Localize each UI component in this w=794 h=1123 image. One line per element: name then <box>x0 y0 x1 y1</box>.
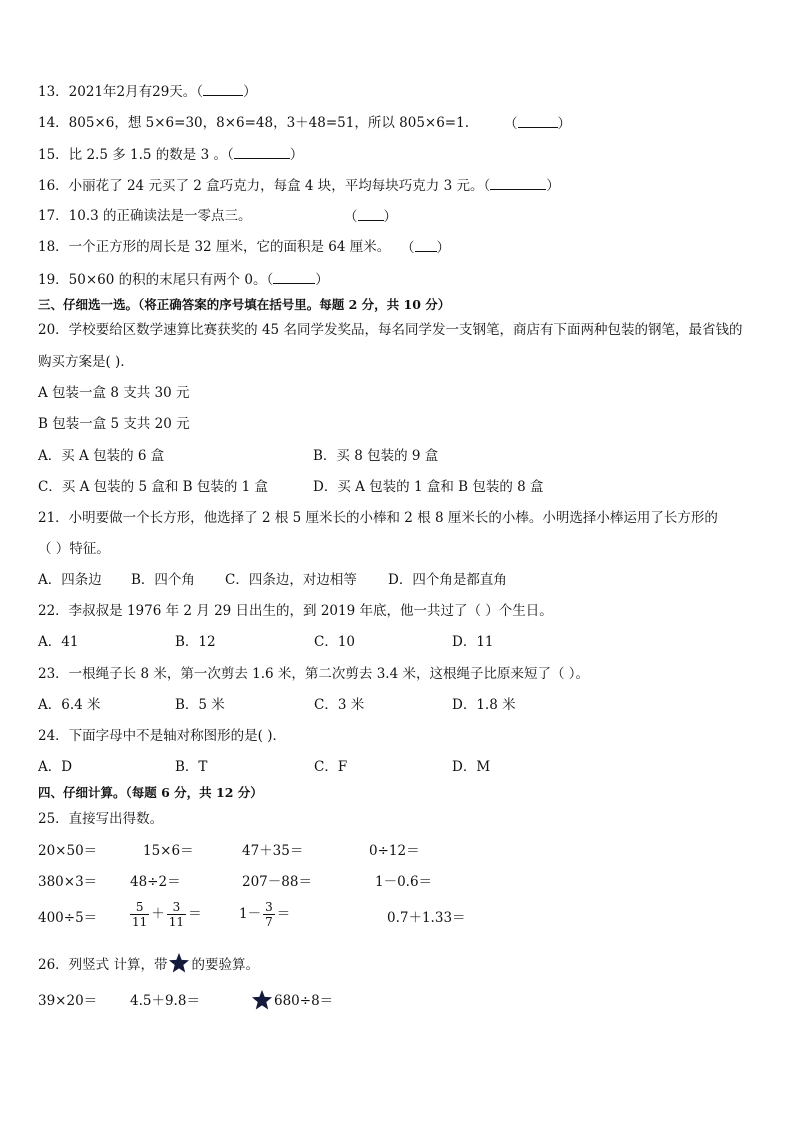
option-c[interactable]: C．F <box>314 759 348 775</box>
expr: 680÷8＝ <box>274 993 334 1009</box>
question-17-answer <box>344 208 397 225</box>
option-b[interactable]: B．5 米 <box>175 697 225 713</box>
question-19 <box>38 271 329 288</box>
option-a[interactable]: A．41 <box>38 634 79 650</box>
answer-blank[interactable] <box>234 146 290 159</box>
question-25-title: 25．直接写出得数。 <box>38 811 164 827</box>
paren-close: ） <box>289 147 304 163</box>
star-icon <box>251 989 273 1015</box>
starred-expr <box>250 989 333 1015</box>
fraction <box>130 900 149 929</box>
equals-sign: ＝ <box>188 906 202 922</box>
numerator: 3 <box>265 900 273 914</box>
fraction <box>263 900 275 929</box>
question-16 <box>38 177 560 194</box>
paren-close: ） <box>546 178 560 194</box>
denominator: 7 <box>265 915 273 929</box>
answer-blank[interactable] <box>490 177 546 190</box>
paren-open: （ <box>504 116 518 132</box>
numerator: 5 <box>135 900 144 914</box>
paren-close: ） <box>557 116 571 132</box>
answer-blank[interactable] <box>415 239 437 252</box>
denominator: 11 <box>132 915 148 929</box>
option-b[interactable]: B．T <box>175 759 208 775</box>
option-d[interactable]: D．四个角是都直角 <box>388 572 507 588</box>
question-20-info-a: A 包装一盒 8 支共 30 元 <box>38 385 190 401</box>
section-4-title: 四、仔细计算。（每题 6 分，共 12 分） <box>38 785 263 800</box>
expr: 4.5＋9.8＝ <box>130 993 200 1009</box>
option-b[interactable]: B．12 <box>175 634 216 650</box>
expr: 15×6＝ <box>143 843 194 859</box>
question-26-text: 26．列竖式 计算，带 <box>38 957 168 973</box>
star-icon <box>168 952 190 978</box>
paren-close: ） <box>315 272 329 288</box>
question-24: 24．下面字母中不是轴对称图形的是( )． <box>38 728 287 744</box>
question-17-text: 17．10.3 的正确读法是一零点三。 <box>38 208 252 224</box>
section-3-title: 三、仔细选一选。（将正确答案的序号填在括号里。每题 2 分，共 10 分） <box>38 297 451 312</box>
option-c[interactable]: C．买 A 包装的 5 盒和 B 包装的 1 盒 <box>38 479 269 495</box>
option-b[interactable]: B．四个角 <box>131 572 195 588</box>
option-c[interactable]: C．四条边，对边相等 <box>225 572 357 588</box>
option-b[interactable]: B．买 8 包装的 9 盒 <box>313 448 439 464</box>
equals-sign: ＝ <box>276 906 291 922</box>
answer-blank[interactable] <box>518 115 558 128</box>
question-16-text: 16．小丽花了 24 元买了 2 盒巧克力，每盒 4 块，平均每块巧克力 3 元。（ <box>38 178 491 194</box>
option-d[interactable]: D．M <box>452 759 491 775</box>
paren-close: ） <box>436 240 450 256</box>
expr: 400÷5＝ <box>38 910 98 926</box>
expr: 47＋35＝ <box>242 843 304 859</box>
option-a[interactable]: A．6.4 米 <box>38 697 101 713</box>
question-21-line-2: （ ）特征。 <box>38 541 110 557</box>
answer-blank[interactable] <box>273 271 315 284</box>
question-22: 22．李叔叔是 1976 年 2 月 29 日出生的，到 2019 年底，他一共过了（ ）个生日。 <box>38 603 553 619</box>
option-a[interactable]: A．D <box>38 759 73 775</box>
answer-blank[interactable] <box>203 83 243 96</box>
option-d[interactable]: D．1.8 米 <box>452 697 516 713</box>
denominator: 11 <box>168 915 185 929</box>
question-14-answer <box>504 115 571 132</box>
option-c[interactable]: C．10 <box>314 634 356 650</box>
paren-close: ） <box>243 84 257 100</box>
question-26-text-end: 的要验算。 <box>191 957 259 973</box>
option-a[interactable]: A．买 A 包装的 6 盒 <box>38 448 165 464</box>
question-20-line-2: 购买方案是( )． <box>38 354 134 370</box>
question-26-title <box>38 952 259 978</box>
question-15-text: 15．比 2.5 多 1.5 的数是 3 。（ <box>38 147 234 163</box>
expr: 0.7＋1.33＝ <box>387 910 466 926</box>
question-18-answer <box>401 239 450 256</box>
question-14-text: 14．805×6，想 5×6=30，8×6=48，3＋48=51，所以 805×6=1. <box>38 115 470 131</box>
option-a[interactable]: A．四条边 <box>38 572 102 588</box>
expr: 20×50＝ <box>38 843 98 859</box>
question-15 <box>38 146 303 163</box>
question-13-text: 13．2021年2月有29天。（ <box>38 84 204 100</box>
fraction-expr <box>239 900 290 929</box>
fraction <box>167 900 186 929</box>
question-17 <box>38 208 397 225</box>
expr: 39×20＝ <box>38 993 98 1009</box>
expr: 380×3＝ <box>38 874 98 890</box>
question-14 <box>38 115 571 132</box>
expr: 48÷2＝ <box>130 874 181 890</box>
answer-blank[interactable] <box>358 208 384 221</box>
numerator: 3 <box>172 900 181 914</box>
fraction-expr <box>128 900 202 929</box>
question-18-text: 18．一个正方形的周长是 32 厘米，它的面积是 64 厘米。 <box>38 239 391 255</box>
plus-sign: ＋ <box>151 906 165 922</box>
option-d[interactable]: D．11 <box>452 634 494 650</box>
question-21-line-1: 21．小明要做一个长方形，他选择了 2 根 5 厘米长的小棒和 2 根 8 厘米长的小棒。小明选择小棒运用了长方形的 <box>38 510 718 526</box>
question-18 <box>38 239 450 256</box>
question-13 <box>38 83 257 100</box>
paren-open: （ <box>401 240 415 256</box>
paren-close: ） <box>383 209 397 225</box>
question-20-info-b: B 包装一盒 5 支共 20 元 <box>38 416 190 432</box>
expr: 0÷12＝ <box>369 843 420 859</box>
expr: 207－88＝ <box>242 874 312 890</box>
question-19-text: 19．50×60 的积的末尾只有两个 0。（ <box>38 272 274 288</box>
question-23: 23．一根绳子长 8 米，第一次剪去 1.6 米，第二次剪去 3.4 米，这根绳子比原来短了（ ）。 <box>38 666 589 682</box>
paren-open: （ <box>344 209 358 225</box>
expr: 1－0.6＝ <box>375 874 433 890</box>
option-c[interactable]: C．3 米 <box>314 697 365 713</box>
question-20-line-1: 20．学校要给区数学速算比赛获奖的 45 名同学发奖品，每名同学发一支钢笔，商店有下面两种包装的钢笔，最省钱的 <box>38 322 743 338</box>
minuend: 1－ <box>239 906 262 922</box>
option-d[interactable]: D．买 A 包装的 1 盒和 B 包装的 8 盒 <box>313 479 544 495</box>
